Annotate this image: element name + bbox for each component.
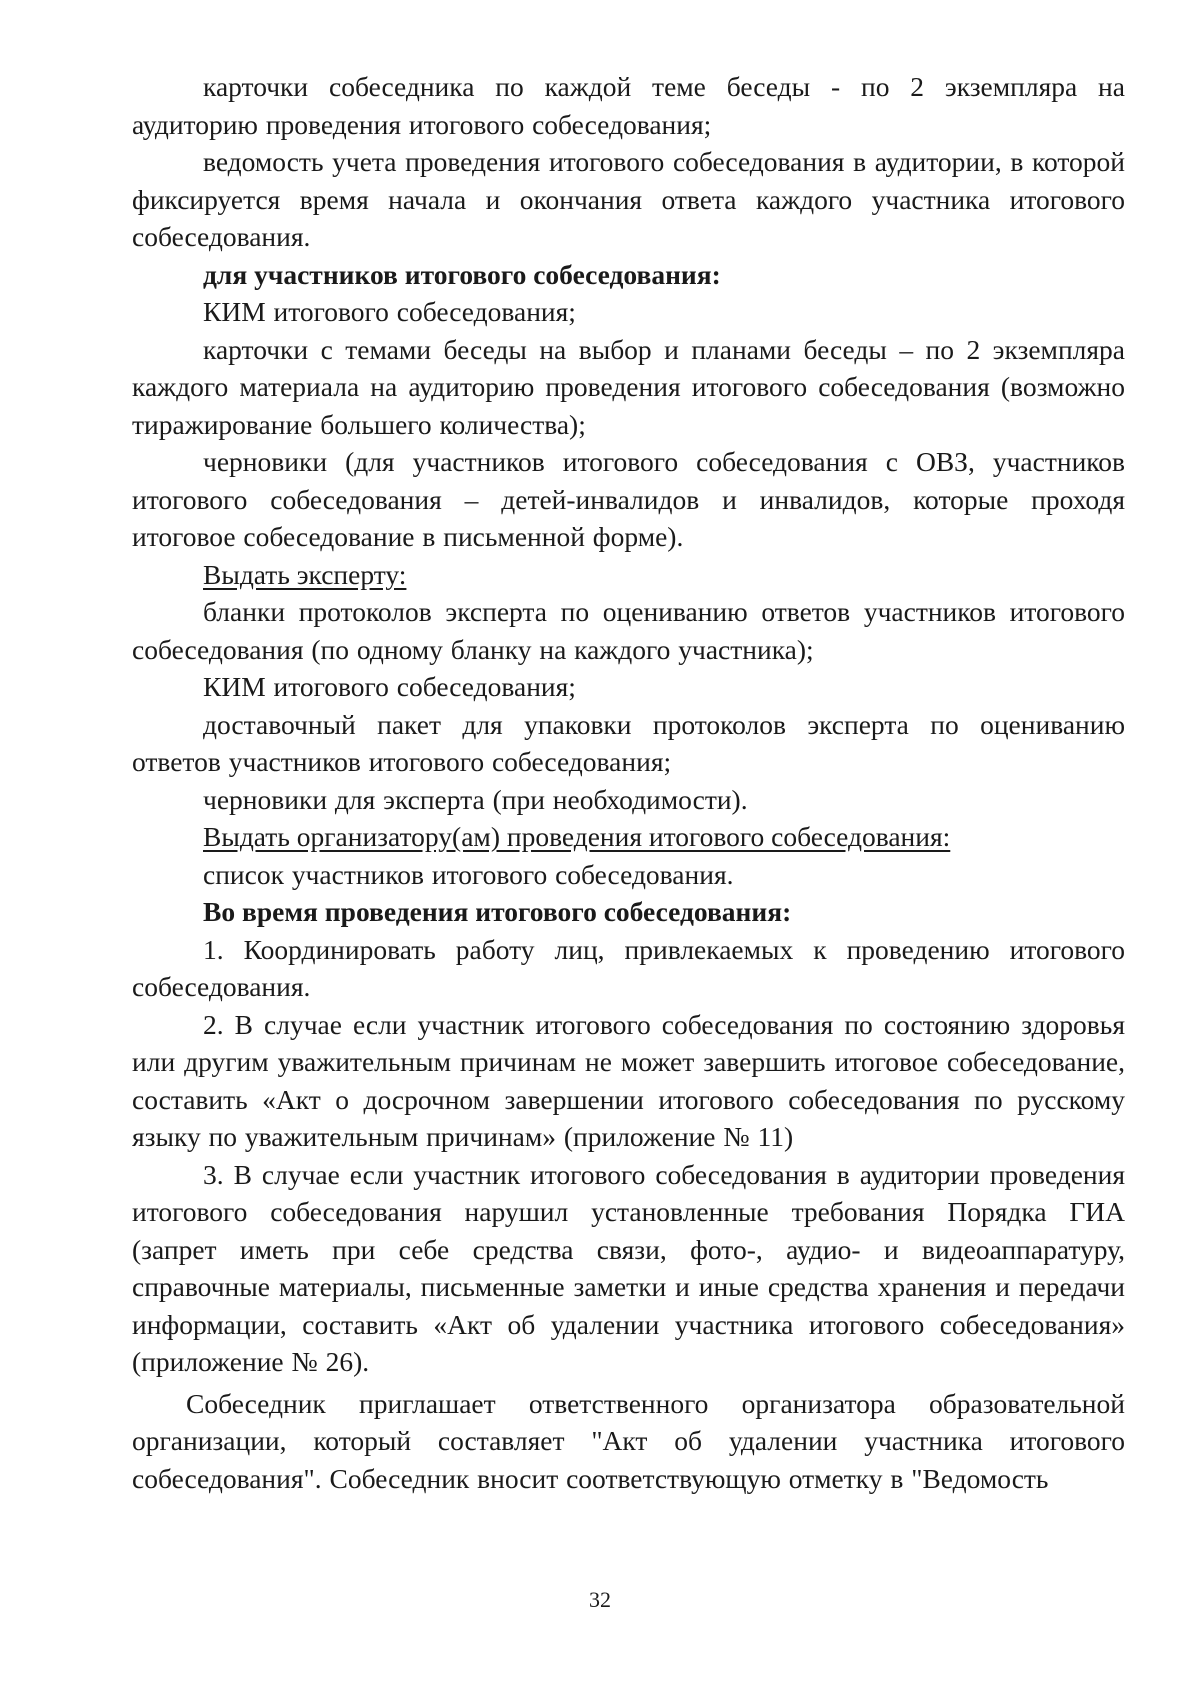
paragraph-interviewer-cards: карточки собеседника по каждой теме беседы - по 2 экземпляра на аудиторию проведения итогового собеседования; bbox=[132, 71, 1125, 140]
paragraph-drafts-expert: черновики для эксперта (при необходимости). bbox=[203, 783, 748, 815]
paragraph-expert-protocol-forms: бланки протоколов эксперта по оцениванию ответов участников итогового собеседования (по одному бланку на каждого участника); bbox=[132, 596, 1125, 665]
page-body bbox=[132, 68, 1125, 1497]
heading-during-interview: Во время проведения итогового собеседования: bbox=[203, 896, 792, 927]
paragraph-step-3: 3. В случае если участник итогового собеседования в аудитории проведения итогового собеседования нарушил установленные требования Порядка ГИА (запрет иметь при себе средства связи, фото-, аудио- и видеоаппаратуру, справочные материалы, письменные заметки и иные средства хранения и передачи информации, составить «Акт об удалении участника итогового собеседования» (приложение № 26). bbox=[132, 1158, 1125, 1377]
paragraph-delivery-package: доставочный пакет для упаковки протоколов эксперта по оцениванию ответов участников итогового собеседования; bbox=[132, 708, 1125, 777]
paragraph-topic-cards: карточки с темами беседы на выбор и планами беседы – по 2 экземпляра каждого материала на аудиторию проведения итогового собеседования (возможно тиражирование большего количества); bbox=[132, 333, 1125, 440]
heading-issue-to-expert: Выдать эксперту: bbox=[203, 558, 407, 590]
page-number: 32 bbox=[589, 1587, 611, 1612]
heading-issue-to-organizers: Выдать организатору(ам) проведения итогового собеседования: bbox=[203, 821, 951, 852]
paragraph-step-1: 1. Координировать работу лиц, привлекаемых к проведению итогового собеседования. bbox=[132, 933, 1125, 1002]
paragraph-interviewer-invites: Собеседник приглашает ответственного организатора образовательной организации, который составляет "Акт об удалении участника итогового собеседования". Собеседник вносит соответствующую отметку в "Ведомость bbox=[132, 1387, 1125, 1494]
paragraph-step-2: 2. В случае если участник итогового собеседования по состоянию здоровья или другим уважительным причинам не может завершить итоговое собеседование, составить «Акт о досрочном завершении итогового собеседования по русскому языку по уважительным причинам» (приложение № 11) bbox=[132, 1008, 1125, 1152]
paragraph-kim-expert: КИМ итогового собеседования; bbox=[203, 671, 576, 702]
paragraph-participants-list: список участников итогового собеседования. bbox=[203, 858, 734, 890]
paragraph-drafts-participants: черновики (для участников итогового собеседования с ОВЗ, участников итогового собеседования – детей-инвалидов и инвалидов, которые проходя итоговое собеседование в письменной форме). bbox=[132, 446, 1125, 552]
paragraph-kim-participants: КИМ итогового собеседования; bbox=[203, 296, 576, 327]
paragraph-attendance-sheet: ведомость учета проведения итогового собеседования в аудитории, в которой фиксируется время начала и окончания ответа каждого участника итогового собеседования. bbox=[132, 146, 1125, 252]
heading-for-participants: для участников итогового собеседования: bbox=[203, 258, 721, 290]
